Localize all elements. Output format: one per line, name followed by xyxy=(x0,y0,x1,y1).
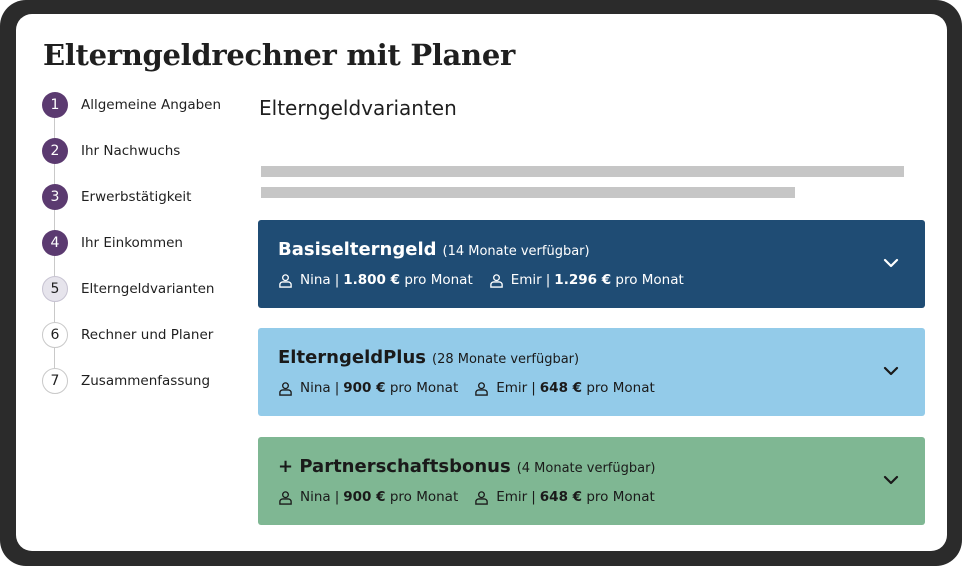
step-number-badge: 5 xyxy=(42,276,68,302)
separator: | xyxy=(545,272,551,288)
step-number-badge: 1 xyxy=(42,92,68,118)
step-label: Ihr Einkommen xyxy=(81,235,183,251)
app-screen xyxy=(16,14,947,551)
amount-suffix: pro Monat xyxy=(615,272,684,288)
variant-card-elterngeldplus[interactable] xyxy=(258,328,925,416)
person-icon xyxy=(278,381,293,396)
chevron-down-icon[interactable] xyxy=(883,366,899,376)
chevron-down-icon[interactable] xyxy=(883,258,899,268)
separator: | xyxy=(334,380,340,396)
separator: | xyxy=(531,489,536,505)
parent-amount xyxy=(278,380,458,396)
separator: | xyxy=(334,272,340,288)
parent-amount xyxy=(474,380,655,396)
step-label: Zusammenfassung xyxy=(81,373,211,389)
variant-availability: (28 Monate verfügbar) xyxy=(432,352,580,367)
chevron-down-icon[interactable] xyxy=(883,475,899,485)
card-header xyxy=(278,456,905,477)
variant-title: Basiselterngeld xyxy=(278,239,437,260)
amount-suffix: pro Monat xyxy=(586,489,655,505)
separator: | xyxy=(531,380,536,396)
parent-name: Emir xyxy=(496,489,528,505)
text-placeholder-line xyxy=(261,187,795,198)
amount-value: 1.296 € xyxy=(554,272,612,288)
amount-value: 1.800 € xyxy=(343,272,401,288)
amount-suffix: pro Monat xyxy=(404,272,473,288)
person-icon xyxy=(278,490,293,505)
card-header xyxy=(278,347,905,368)
step-rechner-und-planer xyxy=(42,322,252,368)
parent-name: Nina xyxy=(300,272,331,288)
step-number-badge: 7 xyxy=(42,368,68,394)
step-ihr-nachwuchs[interactable] xyxy=(42,138,252,184)
variant-availability: (14 Monate verfügbar) xyxy=(442,244,590,259)
variant-card-partnerschaftsbonus[interactable] xyxy=(258,437,925,525)
parent-amount xyxy=(474,489,655,505)
step-number-badge: 4 xyxy=(42,230,68,256)
step-erwerbstaetigkeit[interactable] xyxy=(42,184,252,230)
progress-stepper xyxy=(42,92,252,414)
step-number-badge: 6 xyxy=(42,322,68,348)
person-icon xyxy=(474,381,489,396)
person-icon xyxy=(278,273,293,288)
amount-value: 648 € xyxy=(539,489,583,505)
variant-card-basiselterngeld[interactable] xyxy=(258,220,925,308)
variant-title: ElterngeldPlus xyxy=(278,347,427,368)
card-header xyxy=(278,239,905,260)
person-icon xyxy=(474,490,489,505)
parent-name: Nina xyxy=(300,489,331,505)
amount-suffix: pro Monat xyxy=(586,380,655,396)
section-title: Elterngeldvarianten xyxy=(259,96,457,120)
variant-amounts xyxy=(278,380,905,396)
step-label: Ihr Nachwuchs xyxy=(81,143,181,159)
step-label: Elterngeldvarianten xyxy=(81,281,215,297)
text-placeholder-line xyxy=(261,166,904,177)
amount-suffix: pro Monat xyxy=(389,489,459,505)
step-elterngeldvarianten[interactable] xyxy=(42,276,252,322)
variant-amounts xyxy=(278,489,905,505)
step-ihr-einkommen[interactable] xyxy=(42,230,252,276)
parent-name: Nina xyxy=(300,380,331,396)
parent-name: Emir xyxy=(496,380,528,396)
page-title: Elterngeldrechner mit Planer xyxy=(43,38,515,72)
variant-availability: (4 Monate verfügbar) xyxy=(516,461,656,476)
separator: | xyxy=(334,489,340,505)
parent-amount xyxy=(489,272,684,288)
step-allgemeine-angaben[interactable] xyxy=(42,92,252,138)
step-label: Erwerbstätigkeit xyxy=(81,189,192,205)
step-label: Allgemeine Angaben xyxy=(81,97,222,113)
variant-amounts xyxy=(278,272,905,288)
step-label: Rechner und Planer xyxy=(81,327,214,343)
step-zusammenfassung xyxy=(42,368,252,414)
step-number-badge: 3 xyxy=(42,184,68,210)
person-icon xyxy=(489,273,504,288)
parent-amount xyxy=(278,272,473,288)
amount-value: 648 € xyxy=(539,380,583,396)
parent-name: Emir xyxy=(510,272,542,288)
amount-value: 900 € xyxy=(343,489,386,505)
amount-suffix: pro Monat xyxy=(389,380,459,396)
step-number-badge: 2 xyxy=(42,138,68,164)
parent-amount xyxy=(278,489,458,505)
variant-title: + Partnerschaftsbonus xyxy=(278,456,511,477)
amount-value: 900 € xyxy=(343,380,386,396)
